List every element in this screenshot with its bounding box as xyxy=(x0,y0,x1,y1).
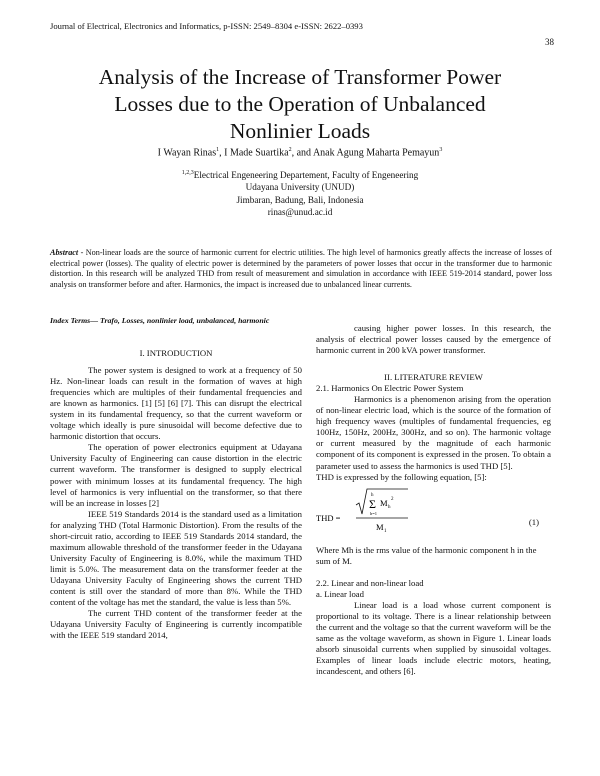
section-heading-introduction: I. INTRODUCTION xyxy=(139,348,213,358)
equation-number: (1) xyxy=(528,516,539,527)
equation-lhs: THD = xyxy=(316,512,341,523)
abstract xyxy=(50,248,552,290)
paragraph: causing higher power losses. In this research, the analysis of electrical power losses caused by the emergence of harmonic current in 200 kVA power transformer. xyxy=(316,323,551,356)
sigma-symbol: Σ xyxy=(369,496,376,511)
author-list xyxy=(50,147,550,158)
paragraph: Where Mh is the rms value of the harmonic component h in the sum of M. xyxy=(316,544,537,566)
index-terms-text: Trafo, Losses, nonlinier load, unbalanced, harmonic xyxy=(99,316,270,325)
author-sup: 3 xyxy=(439,147,443,153)
denominator-subscript: 1 xyxy=(384,528,387,534)
paragraph: Linear load is a load whose current component is proportional to its voltage. There is a linear relationship between the current and the voltage so that the current waveform will be the same as the voltage waveform, as shown in Figure 1. Linear loads absorb sinusoidal currents when supplied by sinusoidal voltages. Examples of linear loads include electric motors, heating, incandescent, and others [6]. xyxy=(316,599,551,677)
abstract-label: Abstract xyxy=(50,248,79,257)
left-column xyxy=(50,348,302,641)
affiliation-department: Electrical Engeneering Departement, Faculty of Engeneering xyxy=(193,170,419,181)
paragraph: The current THD content of the transformer feeder at the Udayana University Faculty of Engineering is currently incompatible with the IEEE 519 standard 2014, xyxy=(50,608,302,641)
numerator-exponent: 2 xyxy=(391,496,394,502)
thd-equation xyxy=(316,487,551,541)
index-terms xyxy=(50,316,269,325)
author-sup: 2 xyxy=(288,147,292,153)
numerator-m: M xyxy=(380,497,388,508)
paragraph: Harmonics is a phenomenon arising from the operation of non-linear electric load, which is the source of the formation of high frequency waves (multiples of fundamental frequencies, eg 100Hz, 150Hz, 200Hz, 300Hz, and so on). The harmonic voltage or current measured by the magnitude of each harmonic component of its component is expressed in the prosen. To obtain a parameter used to assess the harmonics is used THD [5]. xyxy=(316,394,551,471)
affiliation-address: Jimbaran, Badung, Bali, Indonesia xyxy=(236,194,364,205)
affiliation-email: rinas@unud.ac.id xyxy=(267,207,333,218)
affiliation-university: Udayana University (UNUD) xyxy=(245,182,355,193)
abstract-text: - Non-linear loads are the source of harmonic current for electric utilities. The high level of harmonics greatly affects the increase of losses of electrical power (losses). The quality of electric power is determined by the parameters of power losses that occur in the transformer due to harmonic distortion. In this research will be analyzed THD from result of measurement and simulation in accordance with IEEE 519-2014 standard, power loss analysis on transformer before and after. Harmonics, the impact is increased due to unbalanced linear currents. xyxy=(50,248,552,289)
denominator-m: M xyxy=(376,521,384,532)
page-number: 38 xyxy=(545,37,554,47)
paper-title xyxy=(55,64,545,145)
paragraph: IEEE 519 Standards 2014 is the standard used as a limitation for analyzing THD (Total Harmonic Distortion). From the results of the short-circuit ratio, according to IEEE 519 Standards 2014 standard, the maximum allowable threshold of the transformer feeder in the Udayana University Faculty of Engineering is 8.0%, while the maximum THD limit is 5.0%. The measurement data on the transformer feeder at the Udayana University Faculty of Engineering shows the current THD content is still over the standard of more than 8%. While the THD content of the voltage has met the standard, the value is less than 5%. xyxy=(50,508,302,608)
author-sup: 1 xyxy=(216,147,220,153)
journal-header: Journal of Electrical, Electronics and Informatics, p-ISSN: 2549–8304 e-ISSN: 2622–0393 xyxy=(50,21,363,31)
thd-equation-graphic xyxy=(316,487,516,541)
subsection-heading: a. Linear load xyxy=(316,588,364,599)
paragraph: THD is expressed by the following equation, [5]: xyxy=(316,471,487,482)
title-line: Nonlinier Loads xyxy=(229,119,371,143)
right-column xyxy=(316,323,551,677)
affiliation xyxy=(50,167,550,219)
subsection-heading: 2.1. Harmonics On Electric Power System xyxy=(316,383,464,394)
paragraph: The power system is designed to work at a frequency of 50 Hz. Non-linear loads can result in the formation of waves at high frequencies which are multiples of their fundamental frequencies and are known as harmonics. [1] [5] [6] [7]. This can disrupt the electrical system in its fundamental frequency, so that the current waveform or voltage which ideally is pure sinusoidal will become defective due to harmonic distortion that occurs. xyxy=(50,365,302,442)
section-heading-literature-review: II. LITERATURE REVIEW xyxy=(384,372,483,383)
affiliation-sup: 1,2,3 xyxy=(181,170,194,176)
numerator-subscript: h xyxy=(388,504,391,510)
author-name: , and Anak Agung Maharta Pemayun xyxy=(291,147,440,159)
subsection-heading: 2.2. Linear and non-linear load xyxy=(316,577,424,588)
index-terms-label: Index Terms— xyxy=(50,316,100,325)
author-name: , I Made Suartika xyxy=(219,147,289,159)
author-name: I Wayan Rinas xyxy=(157,147,217,159)
title-line: Analysis of the Increase of Transformer Power xyxy=(98,65,502,89)
sum-upper-limit: h xyxy=(371,492,374,498)
title-line: Losses due to the Operation of Unbalanced xyxy=(114,92,486,116)
paragraph: The operation of power electronics equipment at Udayana University Faculty of Engineering can cause distortion in the electric current waveform. The transformer is designed to supply electrical power with minimum losses at its fundamental frequency. The high level of harmonics is very influential on the transformer, so that there will be an increase in losses [2] xyxy=(50,442,302,508)
sum-lower-limit: h=1 xyxy=(370,510,378,516)
